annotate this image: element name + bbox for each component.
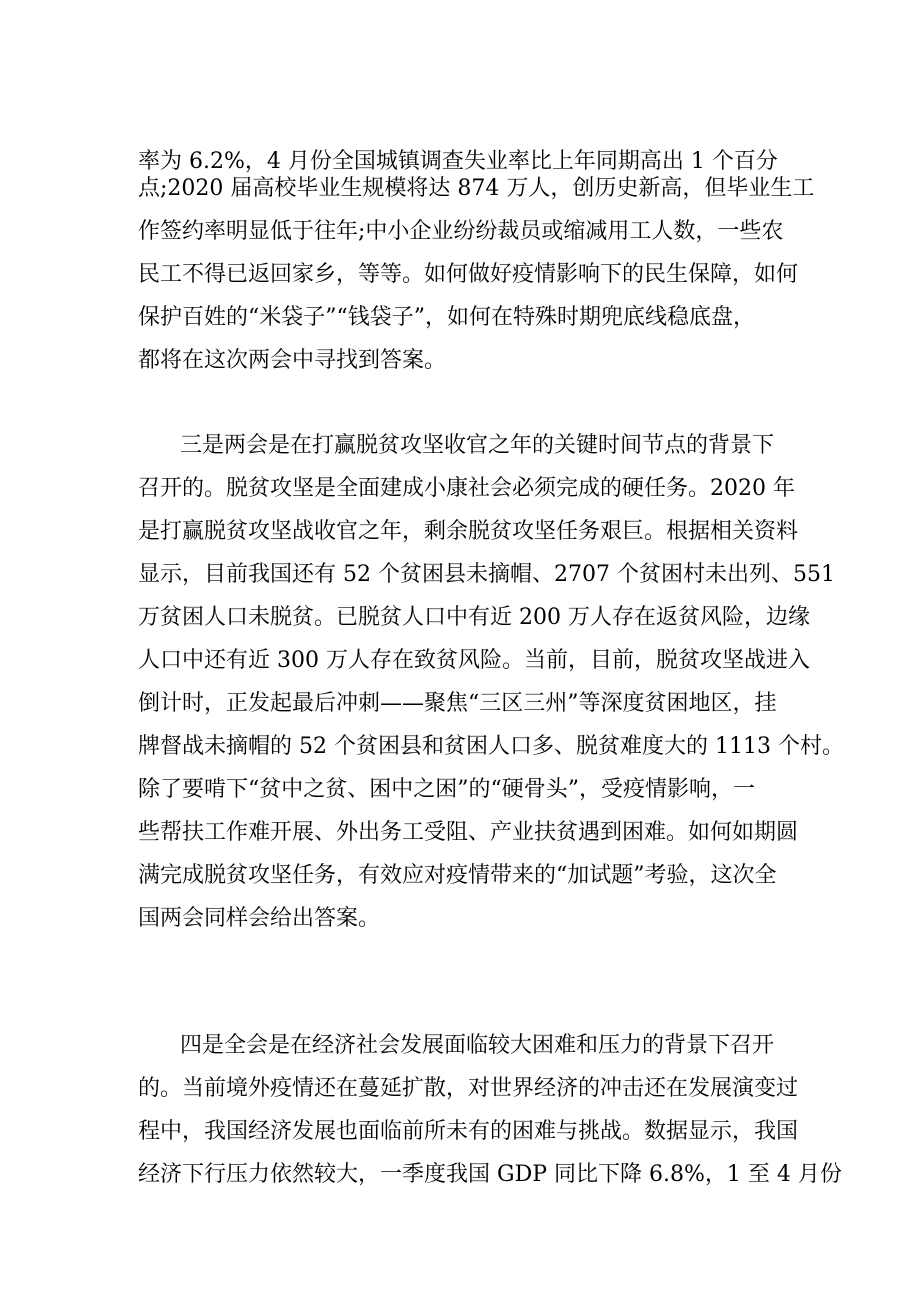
text-line: 显示，目前我国还有 52 个贫困县未摘帽、2707 个贫困村未出列、551 — [138, 562, 835, 587]
text-line: 都将在这次两会中寻找到答案。 — [138, 348, 447, 373]
text-line: 经济下行压力依然较大，一季度我国 GDP 同比下降 6.8%，1 至 4 月份 — [138, 1162, 842, 1187]
text-line: 些帮扶工作难开展、外出务工受阻、产业扶贫遇到困难。如何如期圆 — [138, 820, 799, 845]
text-line: 程中，我国经济发展也面临前所未有的困难与挑战。数据显示，我国 — [138, 1119, 799, 1144]
text-line: 保护百姓的“米袋子”“钱袋子”，如何在特殊时期兜底线稳底盘， — [138, 305, 755, 330]
text-line: 四是全会是在经济社会发展面临较大困难和压力的背景下召开 — [180, 1033, 775, 1058]
text-line: 满完成脱贫攻坚任务，有效应对疫情带来的“加试题”考验，这次全 — [138, 863, 777, 888]
text-line: 点;2020 届高校毕业生规模将达 874 万人，创历史新高，但毕业生工 — [138, 176, 815, 201]
text-line: 牌督战未摘帽的 52 个贫困县和贫困人口多、脱贫难度大的 1113 个村。 — [138, 734, 844, 759]
text-line: 国两会同样会给出答案。 — [138, 906, 381, 931]
text-line: 倒计时，正发起最后冲刺——聚焦“三区三州”等深度贫困地区，挂 — [138, 691, 777, 716]
text-line: 万贫困人口未脱贫。已脱贫人口中有近 200 万人存在返贫风险，边缘 — [138, 605, 810, 630]
text-line: 民工不得已返回家乡，等等。如何做好疫情影响下的民生保障，如何 — [138, 262, 799, 287]
text-line: 除了要啃下“贫中之贫、困中之困”的“硬骨头”，受疫情影响，一 — [138, 777, 755, 802]
text-line: 召开的。脱贫攻坚是全面建成小康社会必须完成的硬任务。2020 年 — [138, 476, 795, 501]
text-line: 的。当前境外疫情还在蔓延扩散，对世界经济的冲击还在发展演变过 — [138, 1076, 799, 1101]
text-line: 是打赢脱贫攻坚战收官之年，剩余脱贫攻坚任务艰巨。根据相关资料 — [138, 519, 799, 544]
text-line: 作签约率明显低于往年;中小企业纷纷裁员或缩减用工人数，一些农 — [138, 219, 784, 244]
text-line: 三是两会是在打赢脱贫攻坚收官之年的关键时间节点的背景下 — [180, 433, 775, 458]
text-line: 率为 6.2%，4 月份全国城镇调查失业率比上年同期高出 1 个百分 — [138, 149, 778, 174]
text-line: 人口中还有近 300 万人存在致贫风险。当前，目前，脱贫攻坚战进入 — [138, 648, 810, 673]
